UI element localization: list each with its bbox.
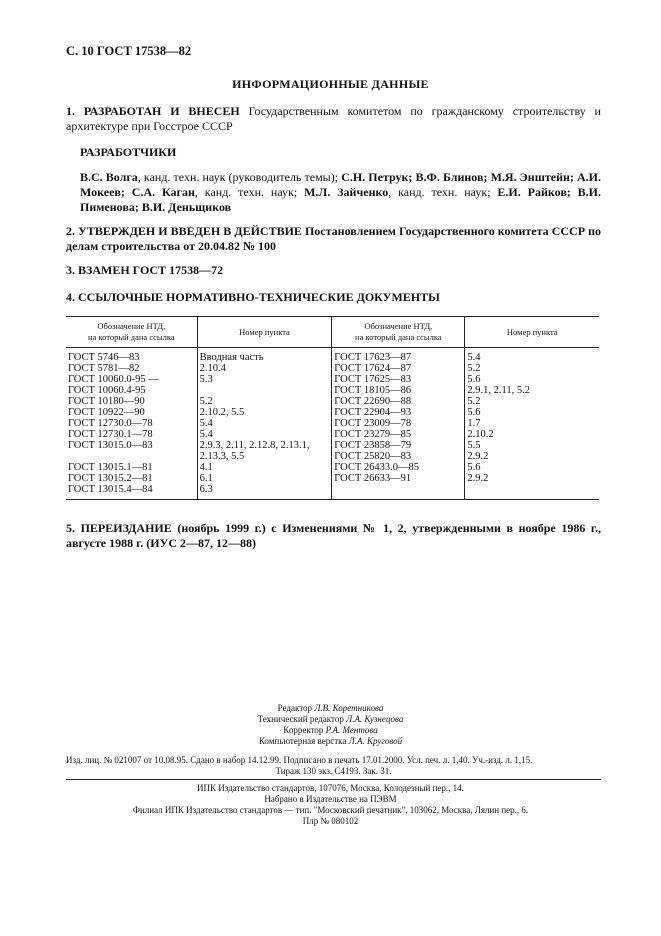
credit-label: Редактор bbox=[277, 703, 315, 713]
table-cell bbox=[68, 451, 195, 462]
table-cell: ГОСТ 5746—83 bbox=[68, 352, 140, 363]
table-cell: ГОСТ 26433.0—85 bbox=[334, 462, 419, 473]
developer-role: , канд. техн. наук; bbox=[194, 185, 305, 199]
credit-layout bbox=[0, 736, 661, 747]
table-cell: 2.9.2 bbox=[467, 451, 489, 462]
developer-name: В.С. Волга bbox=[80, 170, 138, 184]
credit-corrector bbox=[0, 725, 661, 736]
table-cell: ГОСТ 18105—86 bbox=[334, 385, 412, 396]
right-docs-column bbox=[332, 348, 465, 500]
item-3: 3. ВЗАМЕН ГОСТ 17538—72 bbox=[66, 263, 224, 277]
credit-editor bbox=[0, 703, 661, 714]
table-cell: ГОСТ 17625—83 bbox=[334, 374, 412, 385]
left-docs-column bbox=[66, 348, 197, 500]
table-cell: 5.5 bbox=[467, 440, 481, 451]
table-cell: 5.2 bbox=[467, 396, 481, 407]
table-cell: 2.9.2 bbox=[467, 473, 489, 484]
table-cell: ГОСТ 13015.4—84 bbox=[68, 484, 153, 495]
publication-line-1: Изд. лиц. № 021007 от 10.08.95. Сдано в набор 14.12.99. Подписано в печать 17.01.2000. Усл. печ. л. 1,40. Уч.-изд. л. 1,15. bbox=[66, 755, 533, 765]
table-cell: ГОСТ 23009—78 bbox=[334, 418, 412, 429]
column-header-point: Номер пункта bbox=[465, 317, 599, 348]
credit-name: Р.А. Ментова bbox=[325, 725, 378, 735]
table-cell: ГОСТ 13015.0—83 bbox=[68, 440, 153, 451]
left-points-column bbox=[197, 348, 332, 500]
table-cell: 4.1 bbox=[199, 462, 213, 473]
table-cell: 5.3 bbox=[199, 374, 213, 385]
table-cell: 2.10.4 bbox=[199, 363, 226, 374]
publication-info bbox=[66, 755, 601, 777]
developers-title: РАЗРАБОТЧИКИ bbox=[80, 145, 177, 159]
table-cell: ГОСТ 25820—83 bbox=[334, 451, 412, 462]
table-header-row bbox=[66, 317, 599, 348]
item-1-text: Государственным комитетом по гражданскому строительству и архитектуре при Госстрое СССР bbox=[66, 104, 601, 133]
publication-line-2: Тираж 130 экз. С4193. Зак. 31. bbox=[275, 766, 392, 776]
item-1 bbox=[66, 104, 601, 134]
table-cell: 6.1 bbox=[199, 473, 213, 484]
table-cell: 2.9.1, 2.11, 5.2 bbox=[467, 385, 531, 396]
column-header-point: Номер пункта bbox=[197, 317, 332, 348]
table-cell: ГОСТ 10922—90 bbox=[68, 407, 145, 418]
credit-label: Технический редактор bbox=[257, 714, 347, 724]
table-cell bbox=[200, 385, 330, 396]
table-cell: 2.10.2, 5.5 bbox=[199, 407, 245, 418]
table-cell: 2.9.3, 2.11, 2.12.8, 2.13.1, bbox=[199, 440, 310, 451]
page-header: С. 10 ГОСТ 17538—82 bbox=[66, 44, 192, 58]
developer-role: , канд. техн. наук; bbox=[388, 185, 498, 199]
credits-block bbox=[0, 703, 661, 747]
table-cell: ГОСТ 23279—85 bbox=[334, 429, 412, 440]
credit-label: Компьютерная верстка bbox=[258, 736, 349, 746]
right-points-column bbox=[465, 348, 599, 500]
table-cell: ГОСТ 10180—90 bbox=[68, 396, 145, 407]
item-5: 5. ПЕРЕИЗДАНИЕ (ноябрь 1999 г.) с Изменениями № 1, 2, утвержденными в ноябре 1986 г., августе 1988 г. (ИУС 2—87, 12—88) bbox=[66, 521, 601, 550]
developer-role: , канд. техн. наук (руководитель темы); bbox=[137, 170, 342, 184]
developers-list bbox=[80, 170, 601, 215]
table-cell: 5.6 bbox=[467, 407, 481, 418]
item-2 bbox=[66, 224, 601, 254]
table-cell: ГОСТ 10060.4-95 bbox=[68, 385, 146, 396]
credit-name: Л.А. Кузнецова bbox=[346, 714, 404, 724]
table-body-row bbox=[66, 348, 599, 500]
credit-name: Л.А. Круговой bbox=[348, 736, 403, 746]
table-cell: ГОСТ 13015.2—81 bbox=[68, 473, 153, 484]
column-header-doc: Обозначение НТД, на который дана ссылка bbox=[66, 317, 197, 348]
table-cell: 5.6 bbox=[467, 462, 481, 473]
table-cell: Вводная часть bbox=[199, 352, 264, 363]
column-header-doc: Обозначение НТД, на который дана ссылка bbox=[332, 317, 465, 348]
developer-name: Е.И. Райков; В.И. Пименова; В.И. Деньщиков bbox=[80, 185, 602, 214]
credit-tech-editor bbox=[0, 714, 661, 725]
table-cell: 5.2 bbox=[199, 396, 213, 407]
table-cell: 2.13.3, 5.5 bbox=[199, 451, 245, 462]
table-cell: ГОСТ 10060.0-95 — bbox=[68, 374, 159, 385]
table-cell: 2.10.2 bbox=[467, 429, 494, 440]
table-cell: ГОСТ 13015.1—81 bbox=[68, 462, 153, 473]
table-cell: 1.7 bbox=[467, 418, 481, 429]
developer-name: М.Л. Зайченко bbox=[304, 185, 389, 199]
table-cell: ГОСТ 26633—91 bbox=[334, 473, 412, 484]
table-cell: 6.3 bbox=[199, 484, 213, 495]
item-2-text: Постановлением Государственного комитета СССР по делам строительства от 20.04.82 № 100 bbox=[66, 224, 601, 253]
table-cell: ГОСТ 17624—87 bbox=[334, 363, 412, 374]
print-line-2: Набрано в Издательстве на ПЭВМ bbox=[264, 794, 397, 804]
section-title: ИНФОРМАЦИОННЫЕ ДАННЫЕ bbox=[232, 77, 429, 91]
divider-line bbox=[66, 779, 601, 780]
print-line-3: Филиал ИПК Издательство стандартов — тип. "Московский печатник", 103062, Москва, Лялин пер., 6. bbox=[132, 805, 529, 815]
table-cell: 5.2 bbox=[467, 363, 481, 374]
references-table bbox=[66, 316, 599, 500]
table-cell: 5.4 bbox=[199, 418, 213, 429]
table-cell: ГОСТ 23858—79 bbox=[334, 440, 412, 451]
item-1-lead: 1. РАЗРАБОТАН И ВНЕСЕН bbox=[66, 104, 240, 118]
table-cell: ГОСТ 22690—88 bbox=[334, 396, 412, 407]
print-info bbox=[0, 783, 661, 827]
developer-name: С.Н. Петрук; В.Ф. Блинов; М.Я. Энштейн; А.И. Мокеев; С.А. Каган bbox=[80, 170, 602, 199]
item-2-lead: 2. УТВЕРЖДЕН И ВВЕДЕН В ДЕЙСТВИЕ bbox=[66, 224, 302, 238]
table-cell: ГОСТ 5781—82 bbox=[68, 363, 140, 374]
table-cell: 5.6 bbox=[467, 374, 481, 385]
table-cell: 5.4 bbox=[199, 429, 213, 440]
print-line-4: Плр № 080102 bbox=[302, 816, 359, 826]
table-cell: 5.4 bbox=[467, 352, 481, 363]
table-cell: ГОСТ 17623—87 bbox=[334, 352, 412, 363]
table-cell: ГОСТ 22904—93 bbox=[334, 407, 412, 418]
print-line-1: ИПК Издательство стандартов, 107076, Москва, Колодезный пер., 14. bbox=[197, 783, 464, 793]
table-cell: ГОСТ 12730.0—78 bbox=[68, 418, 153, 429]
credit-name: Л.В. Коретникова bbox=[314, 703, 384, 713]
table-cell: ГОСТ 12730.1—78 bbox=[68, 429, 153, 440]
item-4: 4. ССЫЛОЧНЫЕ НОРМАТИВНО-ТЕХНИЧЕСКИЕ ДОКУМЕНТЫ bbox=[66, 290, 440, 304]
credit-label: Корректор bbox=[283, 725, 326, 735]
